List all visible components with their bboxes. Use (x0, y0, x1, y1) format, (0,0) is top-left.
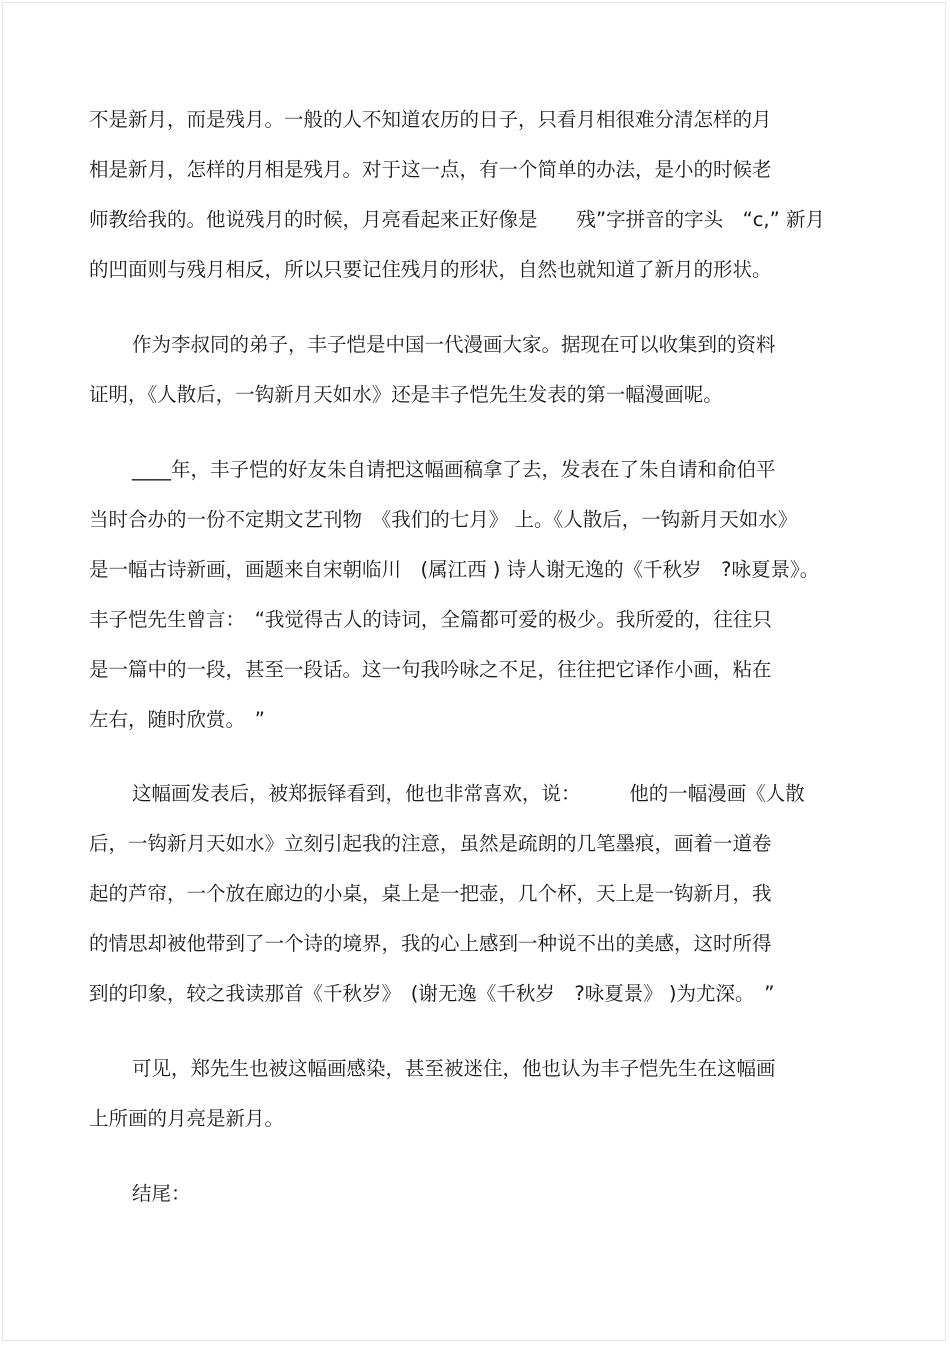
text-line: 相是新月，怎样的月相是残月。对于这一点，有一个简单的办法，是小的时候老 (89, 158, 772, 181)
text-line: 作为李叔同的弟子，丰子恺是中国一代漫画大家。据现在可以收集到的资料 (132, 333, 776, 356)
text-line: 不是新月，而是残月。一般的人不知道农历的日子，只看月相很难分清怎样的月 (89, 108, 772, 131)
text-line: ____年，丰子恺的好友朱自请把这幅画稿拿了去，发表在了朱自请和俞伯平 (132, 458, 776, 481)
text-line: 起的芦帘，一个放在廊边的小桌，桌上是一把壶，几个杯，天上是一钩新月，我 (89, 882, 772, 905)
text-line: 师教给我的。他说残月的时候，月亮看起来正好像是 残”字拼音的字头 “c,” 新月 (89, 208, 825, 231)
text-line: 证明，《人散后，一钩新月天如水》还是丰子恺先生发表的第一幅漫画呢。 (89, 383, 723, 406)
text-line: 左右，随时欣赏。 ” (89, 708, 265, 731)
text-line: 上所画的月亮是新月。 (89, 1107, 285, 1130)
text-line: 的情思却被他带到了一个诗的境界，我的心上感到一种说不出的美感，这时所得 (89, 932, 772, 955)
text-line: 是一篇中的一段，甚至一段话。这一句我吟咏之不足，往往把它译作小画，粘在 (89, 658, 772, 681)
text-line: 可见，郑先生也被这幅画感染，甚至被迷住，他也认为丰子恺先生在这幅画 (132, 1057, 776, 1080)
text-line: 丰子恺先生曾言： “我觉得古人的诗词，全篇都可爱的极少。我所爱的，往往只 (89, 608, 772, 631)
text-line: 这幅画发表后，被郑振铎看到，他也非常喜欢，说： 他的一幅漫画《人散 (132, 782, 805, 805)
section-heading: 结尾： (132, 1182, 191, 1205)
text-line: 当时合办的一份不定期文艺刊物 《我们的七月》 上。《人散后，一钩新月天如水》 (89, 508, 798, 531)
document-page (2, 2, 946, 1341)
text-line: 的凹面则与残月相反，所以只要记住残月的形状，自然也就知道了新月的形状。 (89, 258, 772, 281)
text-line: 后，一钩新月天如水》立刻引起我的注意，虽然是疏朗的几笔墨痕，画着一道卷 (89, 832, 772, 855)
text-line: 到的印象，较之我读那首《千秋岁》 (谢无逸《千秋岁 ?咏夏景》 )为尤深。 ” (89, 982, 775, 1005)
text-line: 是一幅古诗新画，画题来自宋朝临川 (属江西 ) 诗人谢无逸的《千秋岁 ?咏夏景》。 (89, 558, 820, 581)
